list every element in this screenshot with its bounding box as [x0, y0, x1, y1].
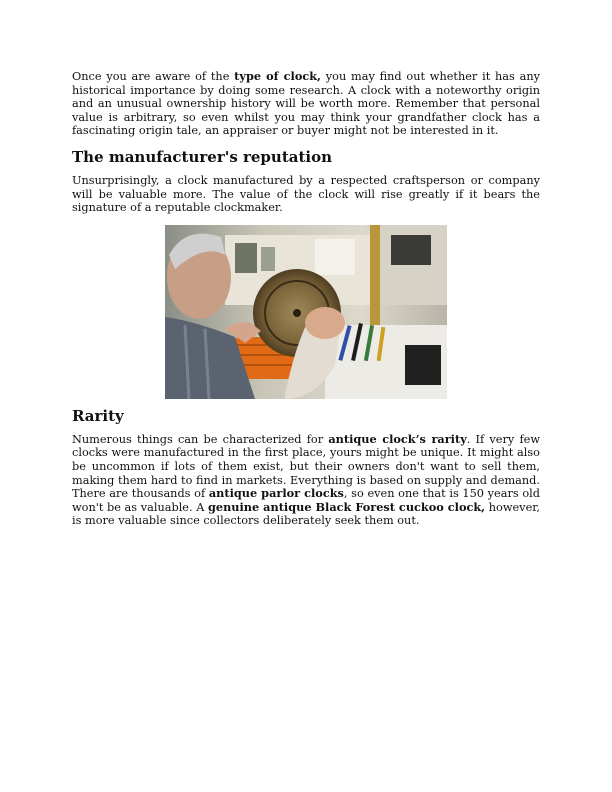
bold-type-of-clock: type of clock, — [234, 69, 321, 83]
bold-antique-parlor-clocks: antique parlor clocks — [208, 486, 344, 501]
paragraph-clock-history — [72, 70, 540, 138]
paragraph-rarity — [72, 433, 540, 528]
document-body — [72, 70, 540, 528]
text-run: you may find out whether it has any historical importance by doing some research. A clock with a noteworthy origin and an unusual ownership history will be worth more. Remember that personal value is arbitrary, so even whilst you may think your grandfather clock has a fascinating origin tale, an appraiser or buyer might not be interested in it. — [72, 70, 540, 138]
paragraph-manufacturer: Unsurprisingly, a clock manufactured by a respected craftsperson or company will be valuable more. The value of the clock will rise greatly if it bears the signature of a reputable clockmaker. — [72, 173, 540, 215]
bold-black-forest-cuckoo-clock: genuine antique Black Forest cuckoo clock, — [208, 499, 486, 514]
text-run: Once you are aware of the — [72, 70, 235, 83]
text-run: however, is more valuable since collectors deliberately seek them out. — [72, 500, 540, 528]
text-run: . If very few clocks were manufactured in the first place, yours might be unique. It might also be uncommon if lots of them exist, but their owners don't want to sell them, making them hard to find in markets. Everything is based on supply and demand. There are thousands of — [72, 432, 540, 501]
text-run: , so even one that is 150 years old won't be as valuable. A — [72, 487, 540, 514]
clockmaker-illustration — [165, 225, 447, 399]
text-run: Numerous things can be characterized for — [72, 432, 329, 446]
clockmaker-photo — [165, 225, 447, 399]
bold-antique-clock-rarity: antique clock’s rarity — [328, 431, 467, 446]
heading-manufacturer-reputation: The manufacturer's reputation — [72, 147, 333, 166]
heading-rarity: Rarity — [72, 406, 124, 425]
